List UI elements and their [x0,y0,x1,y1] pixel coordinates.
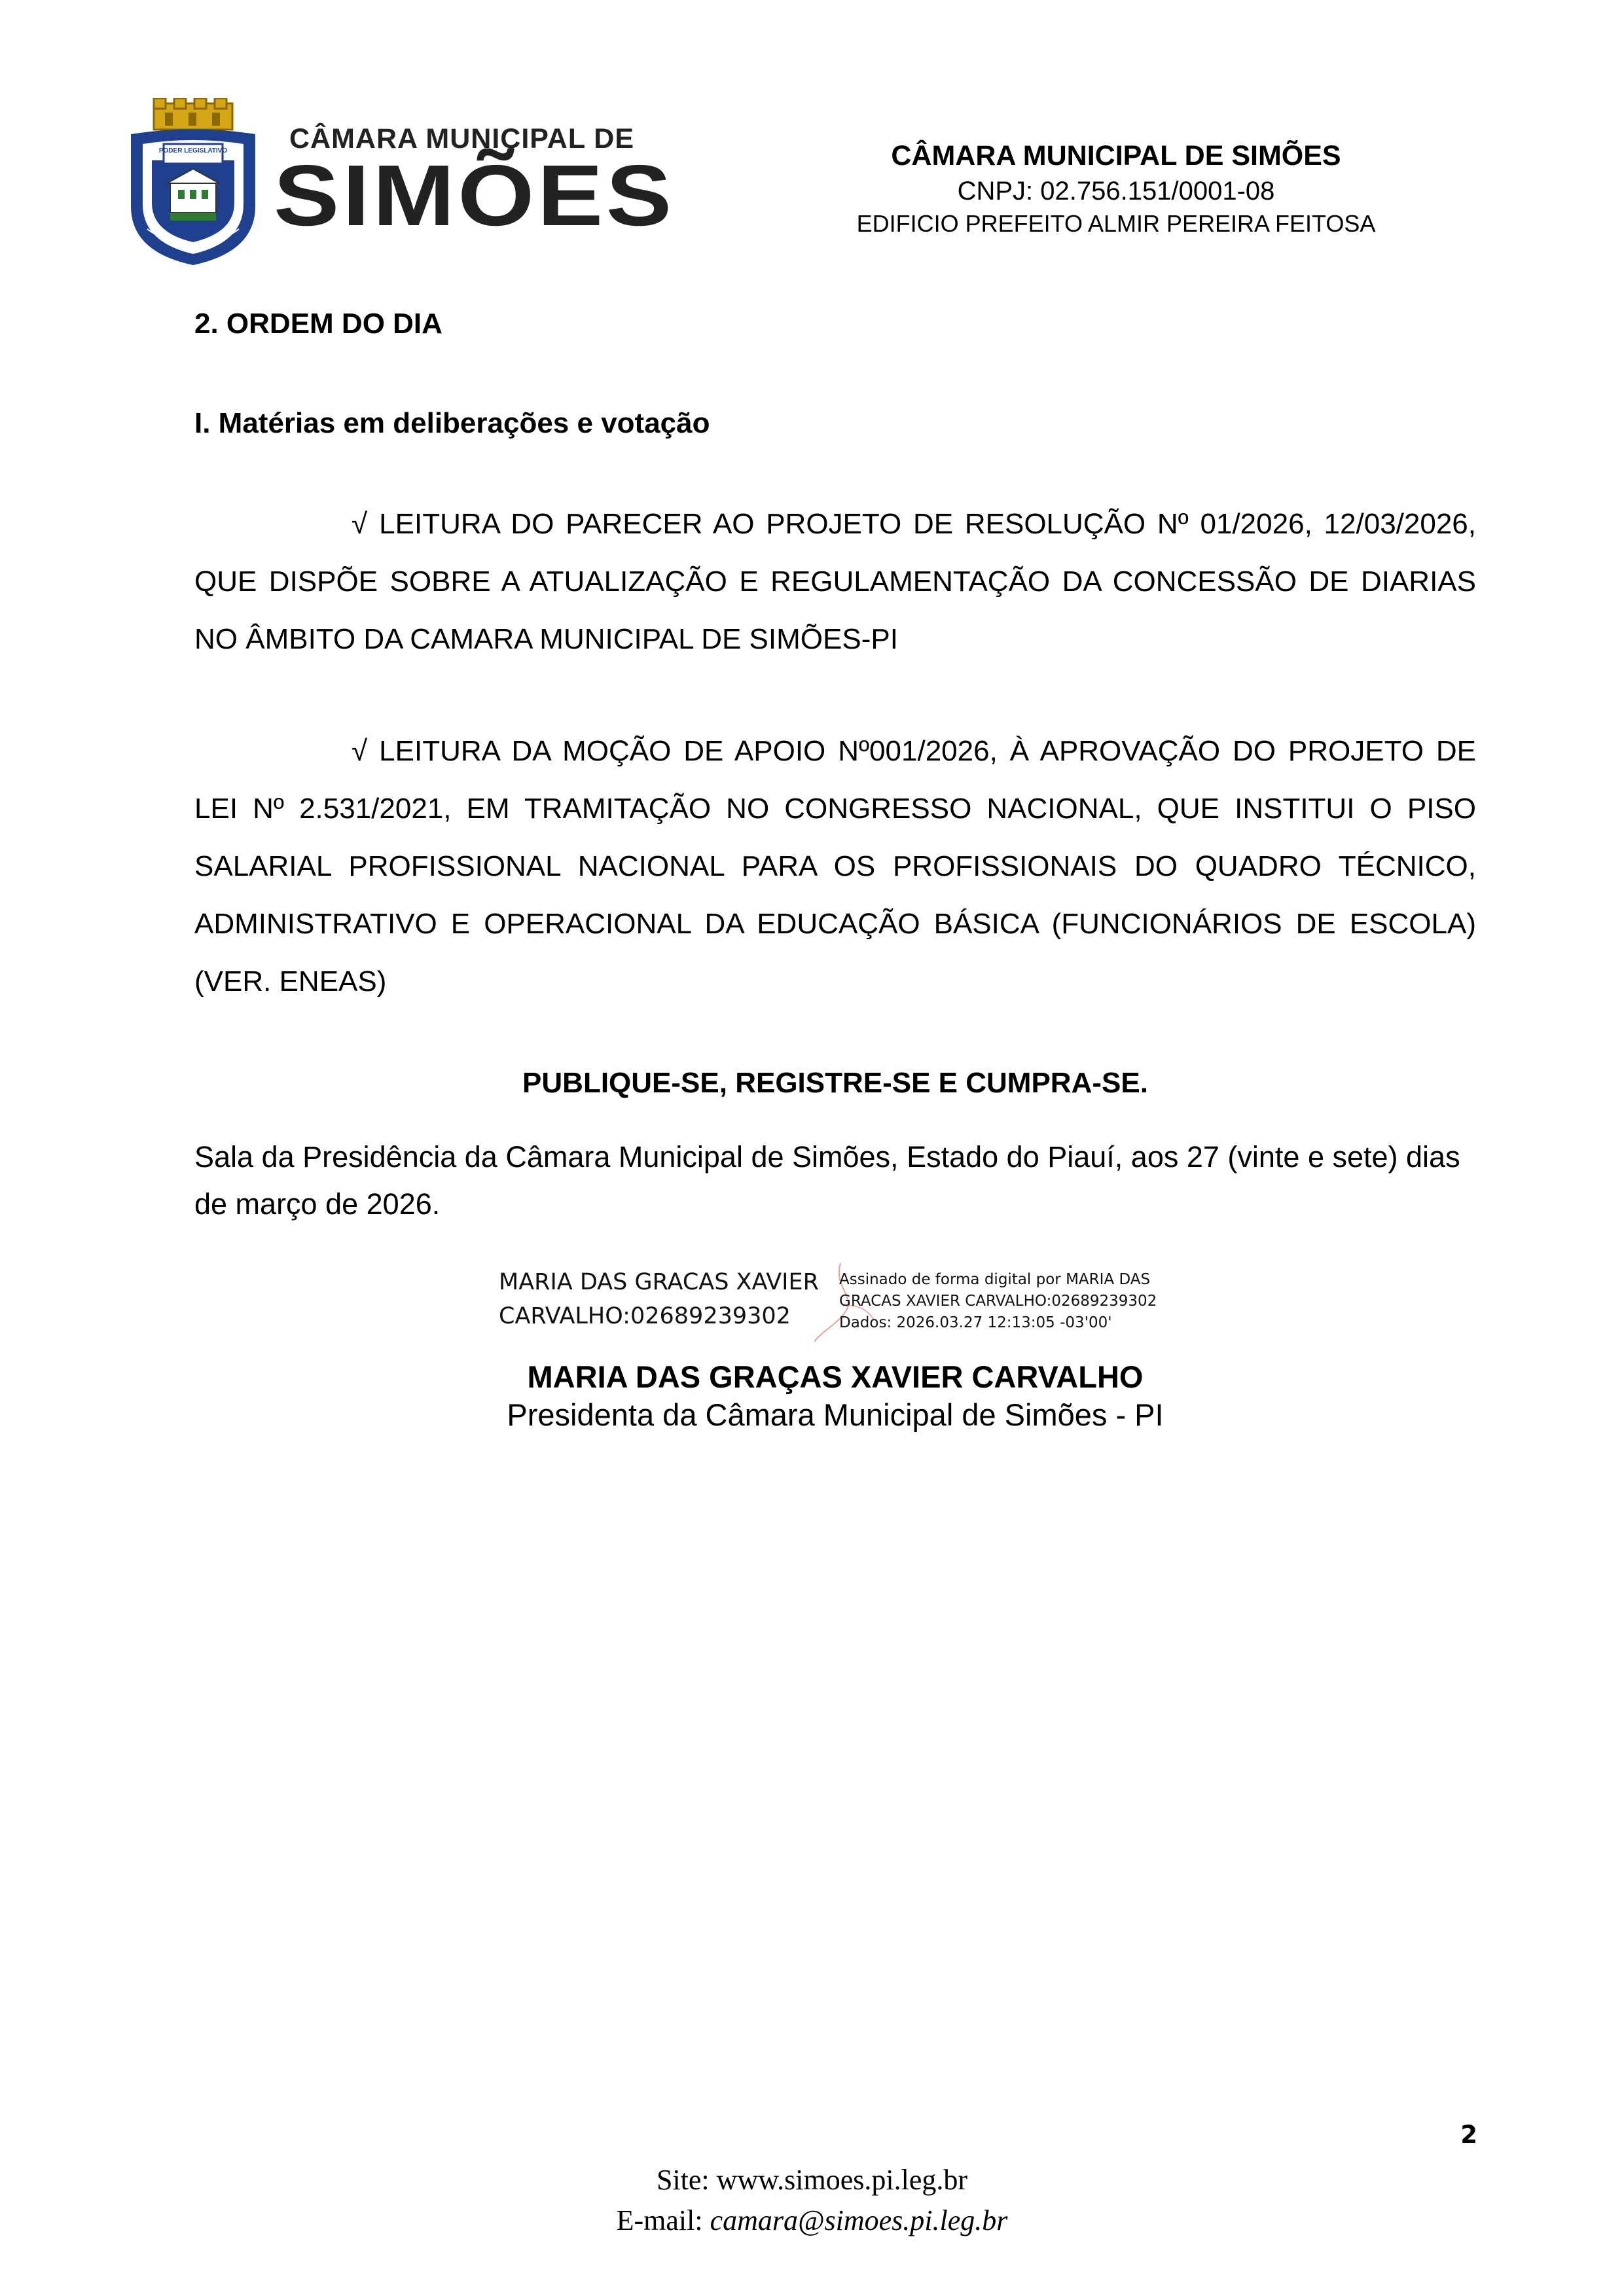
signature-name [499,1265,819,1333]
header-cnpj: CNPJ: 02.756.151/0001-08 [957,177,1275,206]
agenda-item-text: LEITURA DO PARECER AO PROJETO DE RESOLUÇÃO Nº 01/2026, 12/03/2026, QUE DISPÕE SOBRE A ATUALIZAÇÃO E REGULAMENTAÇÃO DA CONCESSÃO DE DIARIAS NO ÂMBITO DA CAMARA MUNICIPAL DE SIMÕES-PI [194,508,1476,655]
header-building: EDIFICIO PREFEITO ALMIR PEREIRA FEITOSA [856,210,1376,237]
signer-role: Presidenta da Câmara Municipal de Simões - PI [507,1397,1164,1432]
page-number: 2 [1460,2121,1477,2149]
footer-email-link[interactable]: camara@simoes.pi.leg.br [710,2204,1008,2236]
agenda-item-text: LEITURA DA MOÇÃO DE APOIO Nº001/2026, À APROVAÇÃO DO PROJETO DE LEI Nº 2.531/2021, EM TRAMITAÇÃO NO CONGRESSO NACIONAL, QUE INSTITUI O PISO SALARIAL PROFISSIONAL NACIONAL PARA OS PROFISSIONAIS DO QUADRO TÉCNICO, ADMINISTRATIVO E OPERACIONAL DA EDUCAÇÃO BÁSICA (FUNCIONÁRIOS DE ESCOLA) (VER. ENEAS) [194,735,1476,997]
agenda-item [194,495,1476,668]
check-icon: √ [352,735,368,767]
signer-block [194,1358,1476,1434]
logo-text-main: SIMÕES [274,147,675,243]
signature-details-line-3: Dados: 2026.03.27 12:13:05 -03'00' [839,1314,1112,1331]
date-line: Sala da Presidência da Câmara Municipal de Simões, Estado do Piauí, aos 27 (vinte e sete) dias de março de 2026. [194,1140,1460,1221]
header-title: CÂMARA MUNICIPAL DE SIMÕES [891,140,1341,171]
check-icon: √ [352,508,368,540]
footer-site-link[interactable]: www.simoes.pi.leg.br [716,2164,967,2196]
closing-statement: PUBLIQUE-SE, REGISTRE-SE E CUMPRA-SE. [522,1067,1148,1099]
coat-of-arms-icon [118,98,268,268]
subsection-heading: I. Matérias em deliberações e votação [194,407,710,439]
footer-email-label: E-mail: [616,2204,703,2236]
signature-name-line-1: MARIA DAS GRACAS XAVIER [499,1269,819,1295]
logo-text-top: CÂMARA MUNICIPAL DE [289,123,635,154]
signer-name: MARIA DAS GRAÇAS XAVIER CARVALHO [527,1359,1144,1394]
footer [0,2160,1624,2241]
digital-signature [499,1260,1186,1345]
chamber-logo [118,98,675,275]
crown-icon [154,98,232,130]
signature-details-line-2: GRACAS XAVIER CARVALHO:02689239302 [839,1293,1157,1310]
signature-name-line-2: CARVALHO:02689239302 [499,1303,791,1329]
footer-email [0,2200,1624,2241]
banner-text: PODER LEGISLATIVO [158,147,228,154]
signature-details-line-1: Assinado de forma digital por MARIA DAS [839,1271,1151,1288]
agenda-item [194,723,1476,1011]
signature-details [839,1269,1157,1334]
footer-site [0,2160,1624,2200]
section-heading: 2. ORDEM DO DIA [194,308,442,340]
footer-site-label: Site: [656,2164,710,2196]
header-info [821,137,1411,240]
